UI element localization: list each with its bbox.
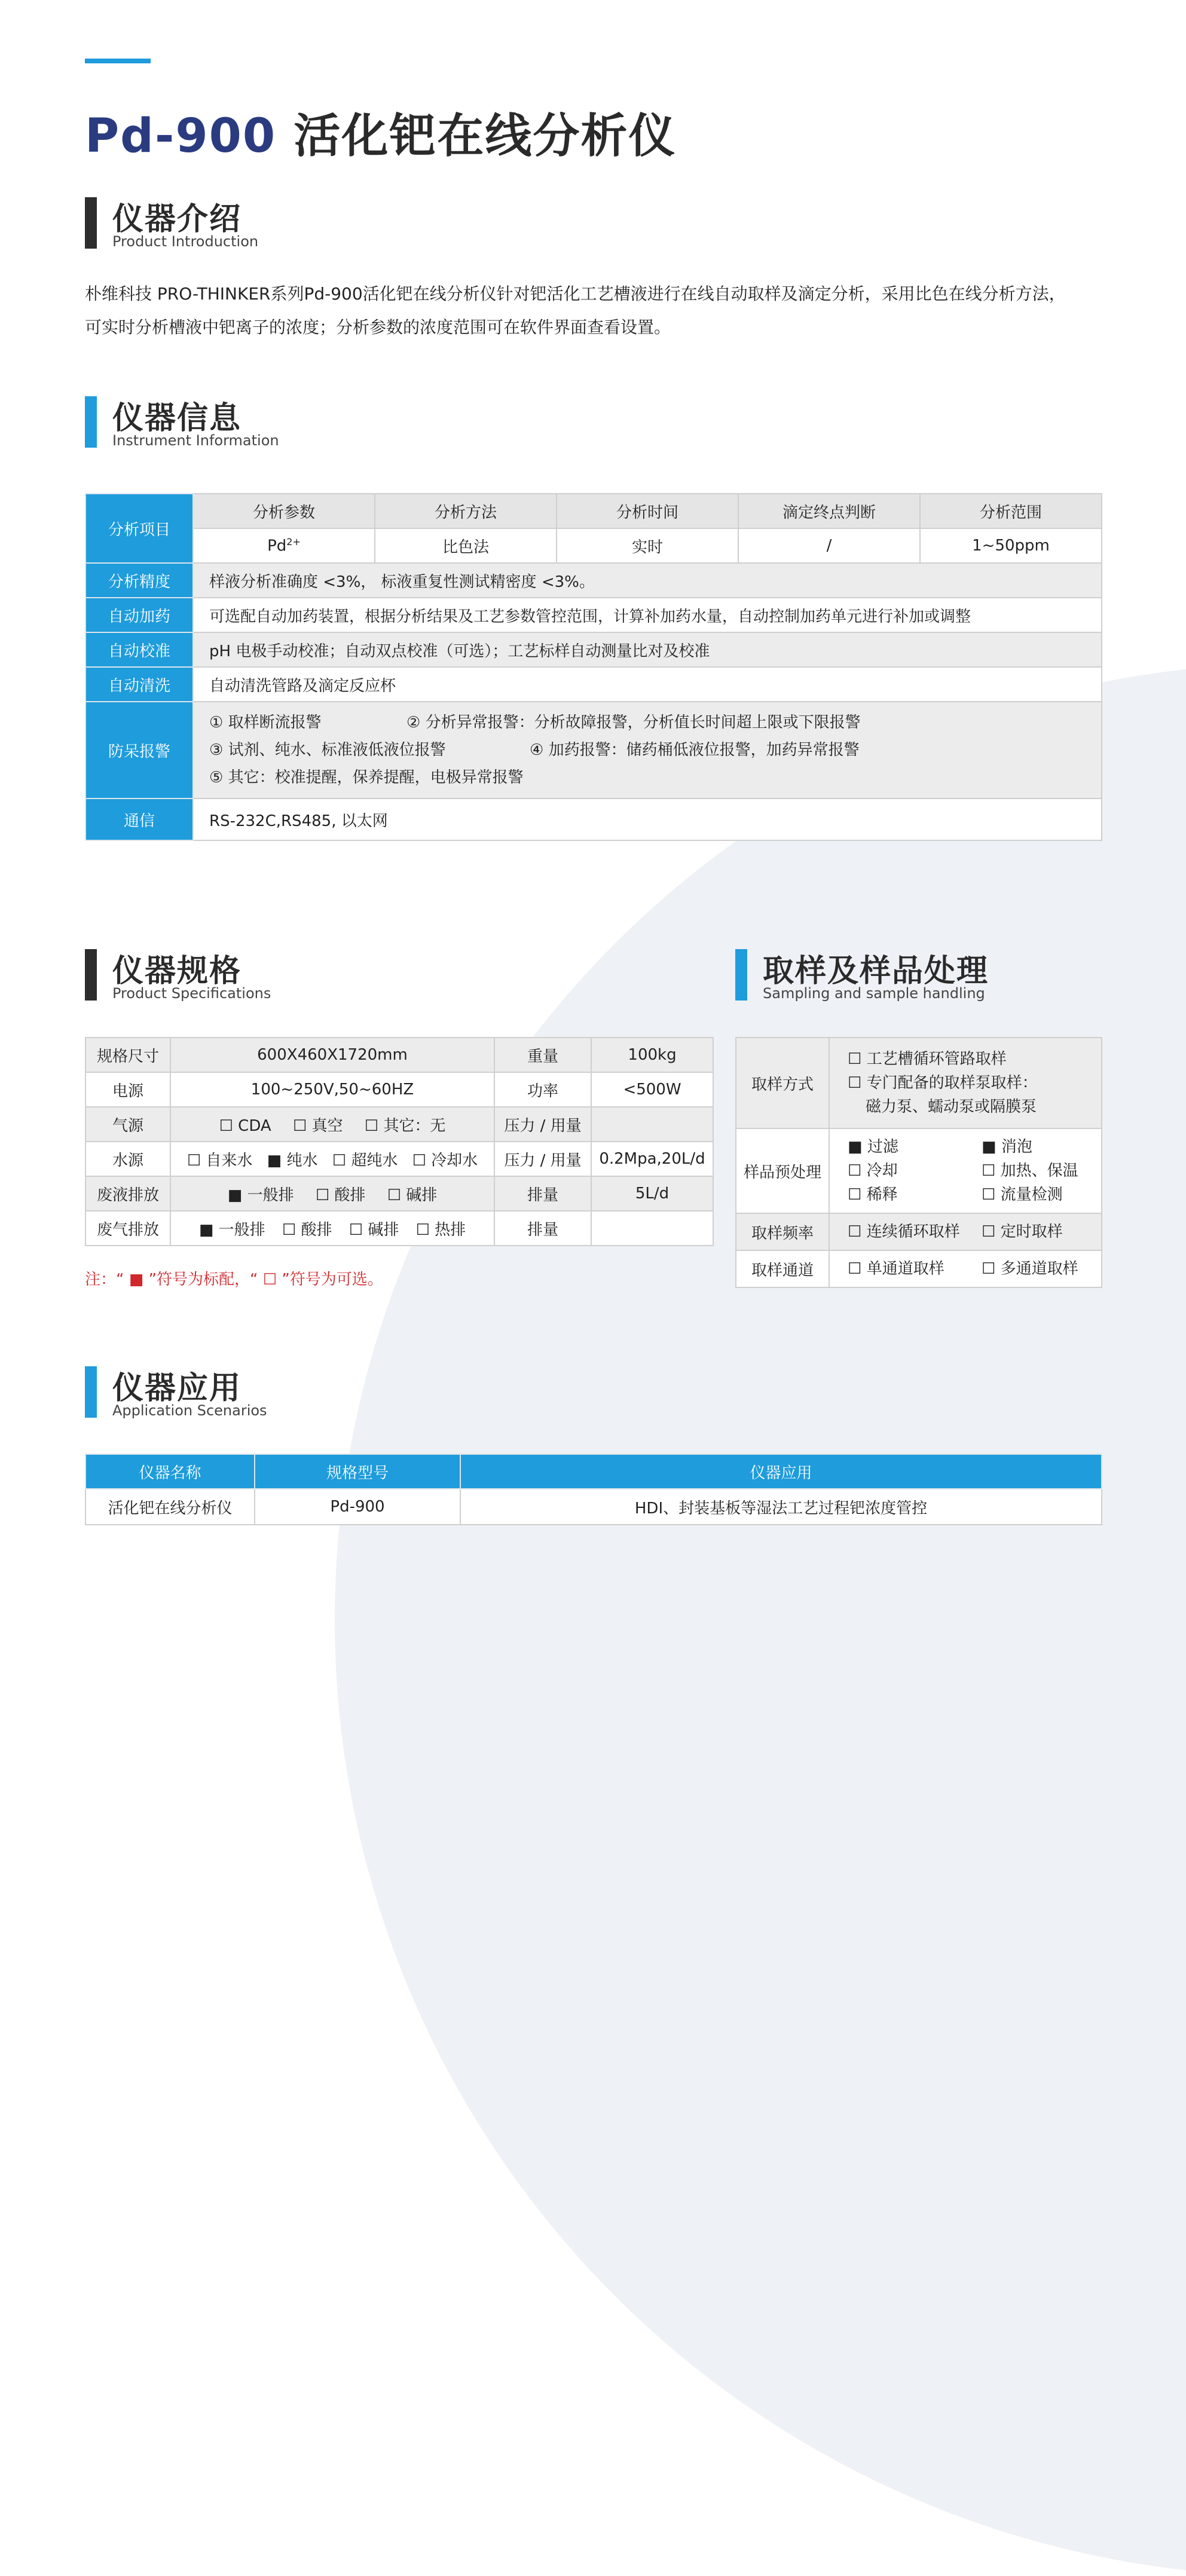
info-label-item: 分析项目 <box>85 494 193 563</box>
section-bar <box>85 1366 97 1418</box>
spec-options <box>170 1176 494 1211</box>
sampling-line <box>848 1183 1101 1207</box>
spec-option: ☐ 自来水 <box>187 1151 253 1170</box>
info-text-comm: RS-232C,RS485, 以太网 <box>193 799 1102 840</box>
sampling-line <box>848 1257 1101 1281</box>
info-header: 分析参数 <box>193 494 375 528</box>
section-title-en: Product Specifications <box>112 985 271 1002</box>
spec-value: <500W <box>591 1072 713 1107</box>
alarm-line-2 <box>209 736 1101 764</box>
spec-label: 排量 <box>494 1176 591 1211</box>
sampling-line <box>848 1220 1101 1244</box>
spec-label: 功率 <box>494 1072 591 1107</box>
info-text-precision: 样液分析准确度 <3%， 标液重复性测试精密度 <3%。 <box>193 563 1102 598</box>
spec-value: 600X460X1720mm <box>170 1038 494 1072</box>
info-label-precision: 分析精度 <box>85 563 193 598</box>
section-title-cn: 仪器规格 <box>112 953 242 989</box>
alarm-item: ② 分析异常报警：分析故障报警，分析值长时间超上限或下限报警 <box>406 714 861 732</box>
info-text-cleaning: 自动清洗管路及滴定反应杯 <box>193 667 1102 702</box>
sampling-row-channel <box>736 1250 1102 1287</box>
sampling-row-method <box>736 1038 1102 1128</box>
section-title-cn: 仪器应用 <box>112 1370 242 1406</box>
spec-option: ☐ CDA <box>219 1116 271 1135</box>
spec-option: ☐ 其它：无 <box>364 1116 446 1135</box>
sampling-line <box>848 1135 1101 1159</box>
info-label-dosing: 自动加药 <box>85 598 193 632</box>
alarm-item: ③ 试剂、纯水、标准液低液位报警 <box>209 741 446 759</box>
sampling-cell <box>829 1128 1102 1213</box>
spec-row-power <box>85 1072 713 1107</box>
sampling-option: ■ 过滤 <box>848 1138 898 1156</box>
section-title-en: Application Scenarios <box>112 1402 267 1419</box>
spec-option: ☐ 超纯水 <box>332 1151 398 1170</box>
spec-option: ☐ 碱排 <box>387 1186 438 1204</box>
application-table <box>85 1454 1102 1525</box>
sampling-label: 取样方式 <box>736 1038 829 1128</box>
spec-option: ☐ 酸排 <box>315 1186 366 1204</box>
info-text-calibration: pH 电极手动校准；自动双点校准（可选）；工艺标样自动测量比对及校准 <box>193 632 1102 667</box>
intro-line-2: 可实时分析槽液中钯离子的浓度；分析参数的浓度范围可在软件界面查看设置。 <box>85 317 671 337</box>
alarm-item: ⑤ 其它：校准提醒，保养提醒，电极异常报警 <box>209 769 524 787</box>
sampling-option: ☐ 多通道取样 <box>982 1260 1078 1278</box>
section-bar <box>735 949 747 1001</box>
sampling-line <box>848 1159 1101 1183</box>
spec-label: 废气排放 <box>85 1211 170 1246</box>
info-value-param <box>193 528 375 563</box>
sampling-option: ☐ 定时取样 <box>982 1223 1063 1241</box>
app-header: 仪器名称 <box>85 1454 255 1489</box>
sampling-table <box>735 1037 1102 1288</box>
spec-label: 气源 <box>85 1107 170 1142</box>
section-title-en: Instrument Information <box>112 432 279 449</box>
section-bar <box>85 396 97 448</box>
spec-option: ☐ 冷却水 <box>412 1151 478 1170</box>
section-title-cn: 仪器信息 <box>112 400 242 436</box>
sampling-option: ☐ 加热、保温 <box>982 1162 1078 1180</box>
spec-value: 0.2Mpa,20L/d <box>591 1142 713 1176</box>
info-header: 滴定终点判断 <box>738 494 920 528</box>
spec-label: 压力 / 用量 <box>494 1107 591 1142</box>
info-header: 分析时间 <box>557 494 738 528</box>
sampling-option-detail: 磁力泵、蠕动泵或隔膜泵 <box>866 1098 1037 1116</box>
title-name: 活化钯在线分析仪 <box>294 109 677 163</box>
sampling-row-freq <box>736 1213 1102 1250</box>
spec-label: 水源 <box>85 1142 170 1176</box>
sampling-cell <box>829 1213 1102 1250</box>
sampling-label: 样品预处理 <box>736 1128 829 1213</box>
sampling-label: 取样通道 <box>736 1250 829 1287</box>
info-header: 分析范围 <box>920 494 1102 528</box>
sampling-option: ☐ 工艺槽循环管路取样 <box>848 1050 1007 1068</box>
spec-option: ☐ 酸排 <box>282 1220 332 1239</box>
info-label-alarm: 防呆报警 <box>85 702 193 799</box>
spec-table <box>85 1037 714 1246</box>
app-header: 仪器应用 <box>460 1454 1102 1489</box>
app-header: 规格型号 <box>255 1454 460 1489</box>
alarm-item: ④ 加药报警：储药桶低液位报警，加药异常报警 <box>530 741 860 759</box>
spec-option: ☐ 碱排 <box>349 1220 399 1239</box>
spec-row-air <box>85 1107 713 1142</box>
spec-value <box>591 1107 713 1142</box>
spec-label: 重量 <box>494 1038 591 1072</box>
sampling-cell <box>829 1038 1102 1128</box>
sampling-label: 取样频率 <box>736 1213 829 1250</box>
app-cell: Pd-900 <box>255 1489 460 1525</box>
section-title-en: Product Introduction <box>112 233 259 250</box>
spec-label: 压力 / 用量 <box>494 1142 591 1176</box>
sampling-option: ☐ 连续循环取样 <box>848 1223 960 1241</box>
info-value: 实时 <box>557 528 738 563</box>
section-bar <box>85 197 97 249</box>
spec-options <box>170 1142 494 1176</box>
param-base: Pd <box>267 537 287 555</box>
sampling-option: ☐ 稀释 <box>848 1186 898 1204</box>
app-cell: 活化钯在线分析仪 <box>85 1489 255 1525</box>
spec-option: ■ 一般排 <box>227 1186 294 1204</box>
alarm-line-3 <box>209 764 1101 791</box>
spec-options <box>170 1211 494 1246</box>
sampling-option: ☐ 流量检测 <box>982 1186 1063 1204</box>
info-value: / <box>738 528 920 563</box>
sampling-row-pre <box>736 1128 1102 1213</box>
info-header: 分析方法 <box>375 494 557 528</box>
spec-label: 废液排放 <box>85 1176 170 1211</box>
accent-line <box>85 59 151 63</box>
alarm-item: ① 取样断流报警 <box>209 714 322 732</box>
app-cell: HDI、封装基板等湿法工艺过程钯浓度管控 <box>460 1489 1102 1525</box>
spec-option: ☐ 热排 <box>415 1220 466 1239</box>
spec-option: ☐ 真空 <box>292 1116 343 1135</box>
spec-row-waste-gas <box>85 1211 713 1246</box>
sampling-option: ☐ 单通道取样 <box>848 1260 944 1278</box>
sampling-option: ■ 消泡 <box>982 1138 1032 1156</box>
info-value: 1~50ppm <box>920 528 1102 563</box>
title-model: Pd-900 <box>85 109 277 163</box>
spec-options <box>170 1107 494 1142</box>
alarm-line-1 <box>209 709 1101 736</box>
info-table <box>85 493 1102 841</box>
spec-value: 100~250V,50~60HZ <box>170 1072 494 1107</box>
spec-label: 排量 <box>494 1211 591 1246</box>
info-label-comm: 通信 <box>85 799 193 840</box>
section-bar <box>85 949 97 1001</box>
spec-row-waste-liquid <box>85 1176 713 1211</box>
legend-note: 注：“ ■ ”符号为标配，“ ☐ ”符号为可选。 <box>85 1271 383 1289</box>
spec-row-size <box>85 1038 713 1072</box>
info-text-dosing: 可选配自动加药装置，根据分析结果及工艺参数管控范围，计算补加药水量，自动控制加药单元进行补加或调整 <box>193 598 1102 632</box>
info-label-calibration: 自动校准 <box>85 632 193 667</box>
spec-option: ■ 一般排 <box>198 1220 265 1239</box>
info-value: 比色法 <box>375 528 557 563</box>
spec-value <box>591 1211 713 1246</box>
page-title <box>85 99 676 166</box>
param-superscript: 2+ <box>286 536 301 548</box>
section-title-en: Sampling and sample handling <box>763 985 985 1002</box>
spec-value: 5L/d <box>591 1176 713 1211</box>
spec-value: 100kg <box>591 1038 713 1072</box>
section-title-cn: 仪器介绍 <box>112 201 242 237</box>
sampling-cell <box>829 1250 1102 1287</box>
spec-label: 规格尺寸 <box>85 1038 170 1072</box>
section-title-cn: 取样及样品处理 <box>763 953 989 989</box>
spec-row-water <box>85 1142 713 1176</box>
sampling-option: ☐ 专门配备的取样泵取样： <box>848 1074 1038 1092</box>
sampling-option: ☐ 冷却 <box>848 1162 898 1180</box>
intro-text <box>85 277 1107 344</box>
intro-line-1: 朴维科技 PRO-THINKER系列Pd-900活化钯在线分析仪针对钯活化工艺槽液进行在线自动取样及滴定分析，采用比色在线分析方法， <box>85 284 1066 304</box>
info-alarm-cell <box>193 702 1102 799</box>
info-label-cleaning: 自动清洗 <box>85 667 193 702</box>
spec-option: ■ 纯水 <box>267 1151 318 1170</box>
spec-label: 电源 <box>85 1072 170 1107</box>
